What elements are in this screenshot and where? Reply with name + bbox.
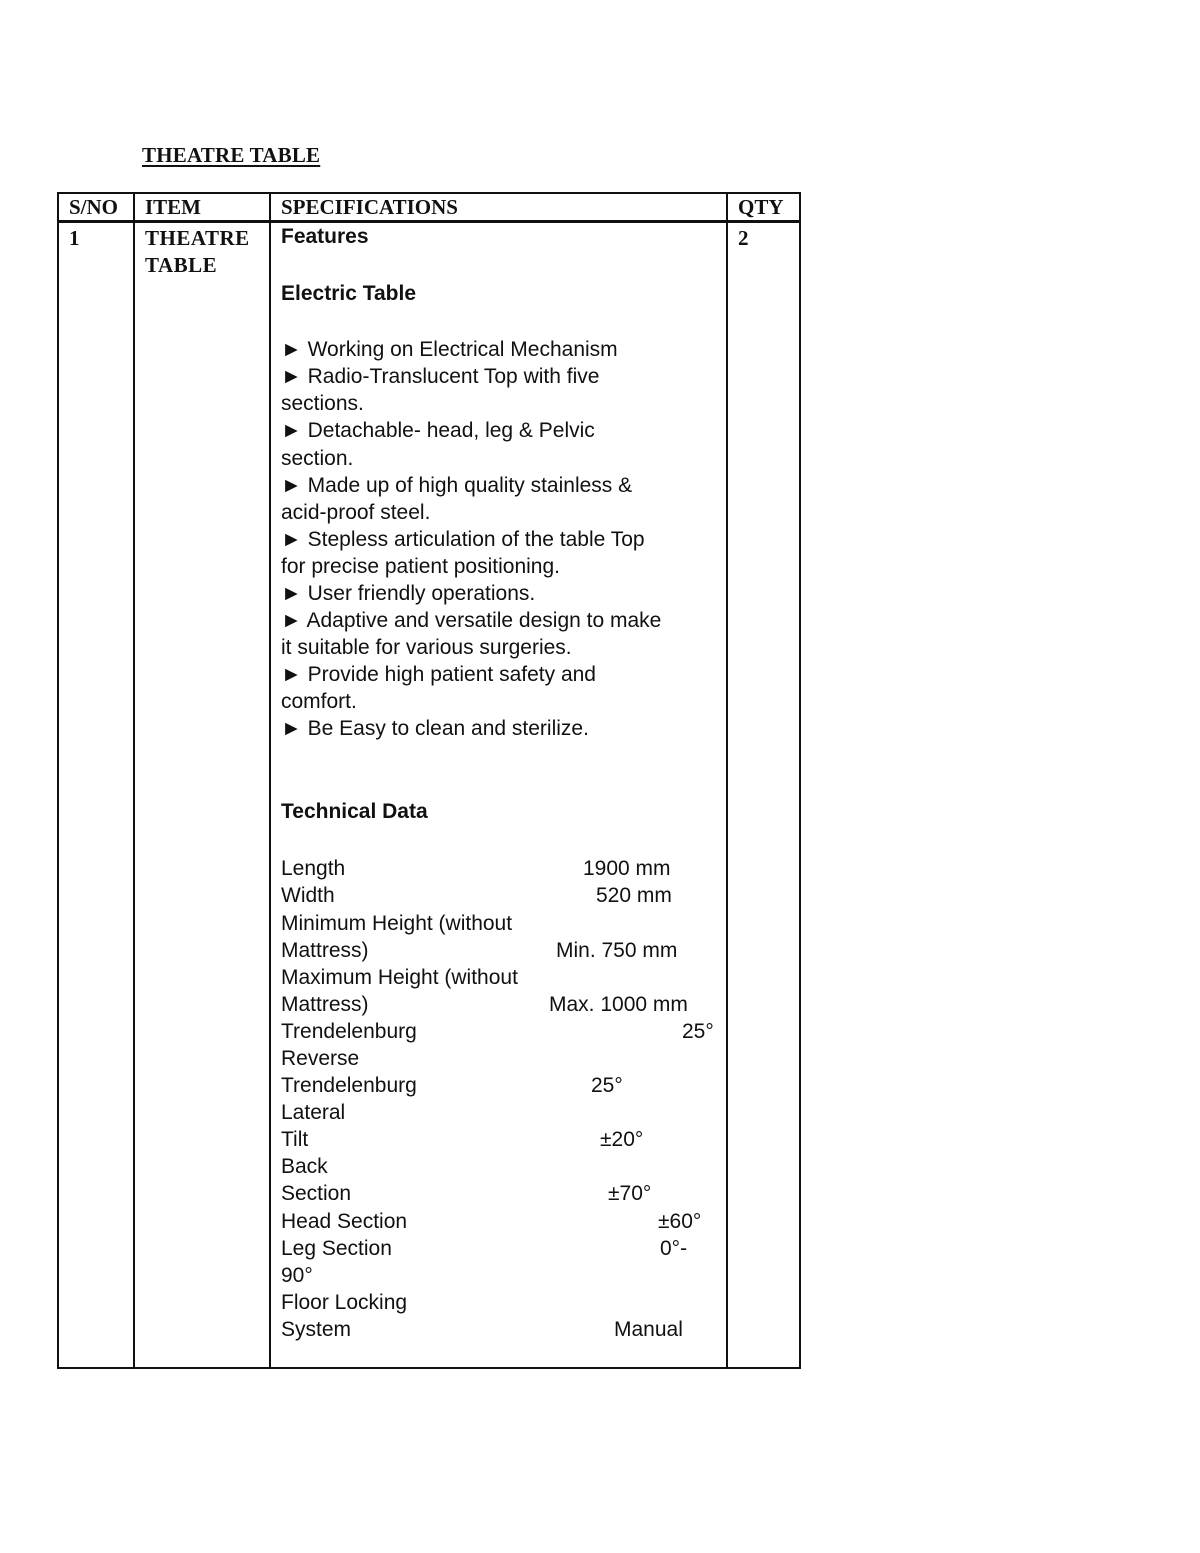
lateral-tilt-value: ±20° [600,1128,644,1151]
header-sno: S/NO [58,193,134,222]
length-label: Length [281,857,346,880]
table-header-row [58,193,800,222]
trendelenburg-value: 25° [682,1020,714,1043]
feature-line: ► Detachable- head, leg & Pelvic [281,419,595,442]
reverse-trendelenburg-value: 25° [591,1074,623,1097]
electric-table-heading: Electric Table [281,282,417,305]
feature-line: ► Provide high patient safety and [281,663,596,686]
width-label: Width [281,884,335,907]
sno-value: 1 [69,226,80,250]
features-heading: Features [281,225,369,248]
document-title: THEATRE TABLE [142,143,321,167]
min-height-label-line1: Minimum Height (without [281,912,513,935]
feature-line: ► Adaptive and versatile design to make [281,609,662,632]
specifications-content [281,223,728,1363]
feature-line: ► User friendly operations. [281,582,536,605]
feature-line: ► Stepless articulation of the table Top [281,528,645,551]
max-height-label-line1: Maximum Height (without [281,966,518,989]
item-name-line1: THEATRE [145,226,250,250]
header-item: ITEM [134,193,270,222]
feature-line: ► Made up of high quality stainless & [281,474,633,497]
leg-section-label: Leg Section [281,1237,392,1260]
feature-line: for precise patient positioning. [281,555,560,578]
feature-line: sections. [281,392,364,415]
floor-locking-label-line1: Floor Locking [281,1291,408,1314]
head-section-label: Head Section [281,1210,408,1233]
lateral-tilt-label-line2: Tilt [281,1128,309,1151]
lateral-tilt-label-line1: Lateral [281,1101,346,1124]
qty-value: 2 [738,226,749,250]
cell-specifications [270,222,727,1369]
min-height-value: Min. 750 mm [556,939,678,962]
table-row [58,222,800,1369]
min-height-label-line2: Mattress) [281,939,369,962]
feature-line: section. [281,447,354,470]
cell-qty [727,222,800,1369]
specification-table [57,192,801,1369]
item-name-line2: TABLE [145,253,218,277]
feature-line: ► Radio-Translucent Top with five [281,365,600,388]
feature-line: comfort. [281,690,357,713]
feature-line: ► Be Easy to clean and sterilize. [281,717,589,740]
technical-data-heading: Technical Data [281,800,428,823]
header-specifications: SPECIFICATIONS [270,193,727,222]
max-height-value: Max. 1000 mm [549,993,688,1016]
leg-section-value: 0°- [660,1237,688,1260]
head-section-value: ±60° [658,1210,702,1233]
floor-locking-value: Manual [614,1318,683,1341]
cell-item [134,222,270,1369]
length-value: 1900 mm [583,857,671,880]
reverse-trendelenburg-label-line1: Reverse [281,1047,360,1070]
feature-line: it suitable for various surgeries. [281,636,572,659]
max-height-label-line2: Mattress) [281,993,369,1016]
width-value: 520 mm [596,884,672,907]
trendelenburg-label: Trendelenburg [281,1020,417,1043]
back-section-label-line1: Back [281,1155,328,1178]
leg-section-value-line2: 90° [281,1264,313,1287]
feature-line: acid-proof steel. [281,501,431,524]
reverse-trendelenburg-label-line2: Trendelenburg [281,1074,417,1097]
feature-line: ► Working on Electrical Mechanism [281,338,618,361]
floor-locking-label-line2: System [281,1318,352,1341]
back-section-value: ±70° [608,1182,652,1205]
cell-sno [58,222,134,1369]
back-section-label-line2: Section [281,1182,352,1205]
header-qty: QTY [727,193,800,222]
